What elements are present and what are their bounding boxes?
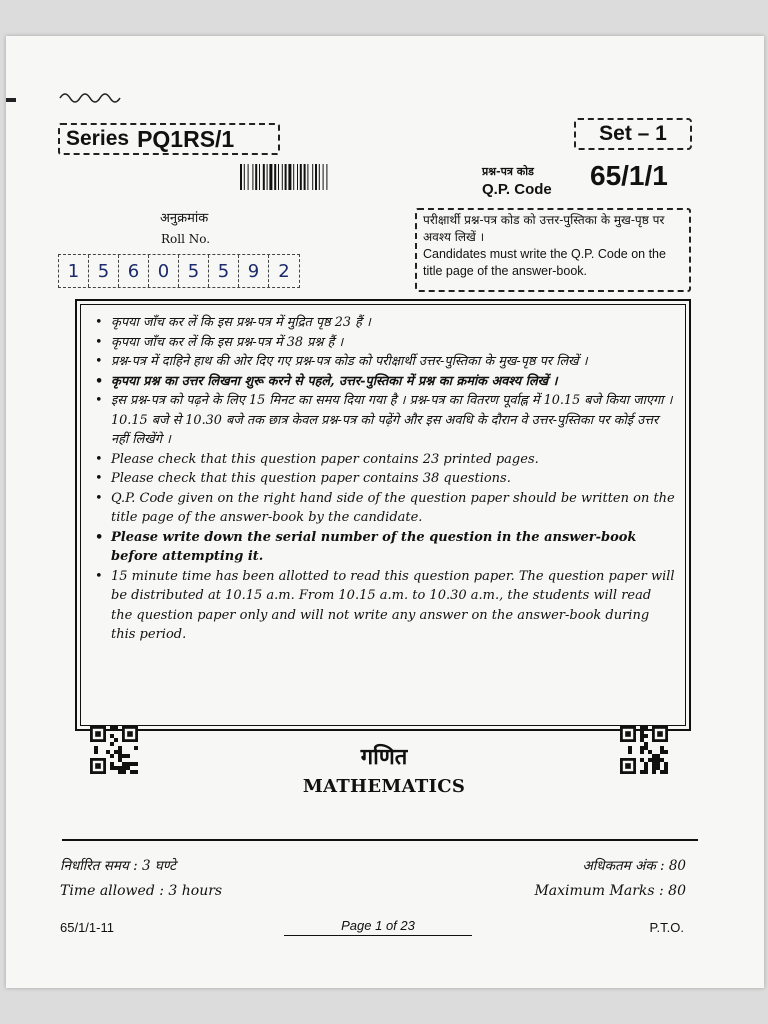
roll-digit: 6 <box>119 255 149 287</box>
instruction-item: • कृपया जाँच कर लें कि इस प्रश्न-पत्र में मुद्रित पृष्ठ 23 हैं । <box>91 313 675 333</box>
roll-digit: 2 <box>278 260 290 282</box>
roll-digit: 5 <box>209 255 239 287</box>
qp-code-value: 65/1/1 <box>590 160 668 191</box>
subject-title-hindi: गणित <box>360 744 408 770</box>
instruction-item: • 15 minute time has been allotted to read this question paper. The question paper will be distributed at 10.15 a.m. From 10.15 a.m. to 10.30 a.m., the students will read the question paper only and will not write any answer on the answer-book during this period. <box>91 567 675 645</box>
qp-code-note <box>415 208 691 292</box>
max-marks: Maximum Marks : 80 <box>534 883 686 899</box>
roll-digit: 1 <box>59 255 89 287</box>
barcode <box>240 164 374 190</box>
qp-code-label: Q.P. Code <box>482 181 552 198</box>
roll-label: Roll No. <box>161 232 211 246</box>
page-number: Page 1 of 23 <box>284 918 472 936</box>
instructions-box <box>75 299 691 731</box>
time-allowed: Time allowed : 3 hours <box>60 883 223 899</box>
instructions-list <box>91 313 675 645</box>
set-box <box>574 118 692 150</box>
time-allowed-hindi: निर्धारित समय : 3 घण्टे <box>60 858 176 874</box>
footer-code: 65/1/1-11 <box>60 920 114 935</box>
instruction-item: • प्रश्न-पत्र में दाहिने हाथ की ओर दिए गए प्रश्न-पत्र कोड को परीक्षार्थी उत्तर-पुस्तिका के मुख-पृष्ठ पर लिखें । <box>91 352 675 372</box>
instruction-item: • Q.P. Code given on the right hand side of the question paper should be written on the title page of the answer-book by the candidate. <box>91 489 675 528</box>
series-code: PQ1RS/1 <box>137 125 235 152</box>
subject-title: MATHEMATICS <box>302 776 466 797</box>
roll-digit: 0 <box>149 255 179 287</box>
set-label: Set – 1 <box>599 122 667 145</box>
max-marks-hindi: अधिकतम अंक : 80 <box>582 858 686 874</box>
roll-digit: 5 <box>179 255 209 287</box>
instruction-item: • Please check that this question paper contains 23 printed pages. <box>91 450 675 470</box>
roll-digit: 5 <box>89 255 119 287</box>
series-label: Series <box>66 127 130 150</box>
instruction-item: • Please write down the serial number of the question in the answer-book before attempting it. <box>91 528 675 567</box>
roll-digit: 9 <box>239 255 269 287</box>
margin-mark <box>6 98 16 102</box>
instruction-item: • Please check that this question paper contains 38 questions. <box>91 469 675 489</box>
qp-code-hindi-label: प्रश्न-पत्र कोड <box>482 165 534 178</box>
divider-line <box>62 839 698 841</box>
question-paper-page <box>6 36 764 988</box>
squiggle-decoration <box>58 88 122 104</box>
instruction-item: • कृपया जाँच कर लें कि इस प्रश्न-पत्र में 38 प्रश्न हैं । <box>91 333 675 353</box>
note-english: Candidates must write the Q.P. Code on the title page of the answer-book. <box>423 247 666 278</box>
instruction-item: • इस प्रश्न-पत्र को पढ़ने के लिए 15 मिनट का समय दिया गया है । प्रश्न-पत्र का वितरण पूर्वाह्न में 10.15 बजे किया जाएगा । 10.15 बजे से 10.30 बजे तक छात्र केवल प्रश्न-पत्र को पढ़ेंगे और इस अवधि के दौरान वे उत्तर-पुस्तिका पर कोई उत्तर नहीं लिखेंगे । <box>91 391 675 450</box>
note-hindi: परीक्षार्थी प्रश्न-पत्र कोड को उत्तर-पुस्तिका के मुख-पृष्ठ पर अवश्य लिखें । <box>423 213 665 244</box>
roll-number-boxes <box>58 254 300 288</box>
instruction-item: • कृपया प्रश्न का उत्तर लिखना शुरू करने से पहले, उत्तर-पुस्तिका में प्रश्न का क्रमांक अवश्य लिखें । <box>91 372 675 392</box>
roll-label-hindi: अनुक्रमांक <box>160 211 209 226</box>
series-box <box>58 123 280 155</box>
pto-label: P.T.O. <box>649 920 684 935</box>
